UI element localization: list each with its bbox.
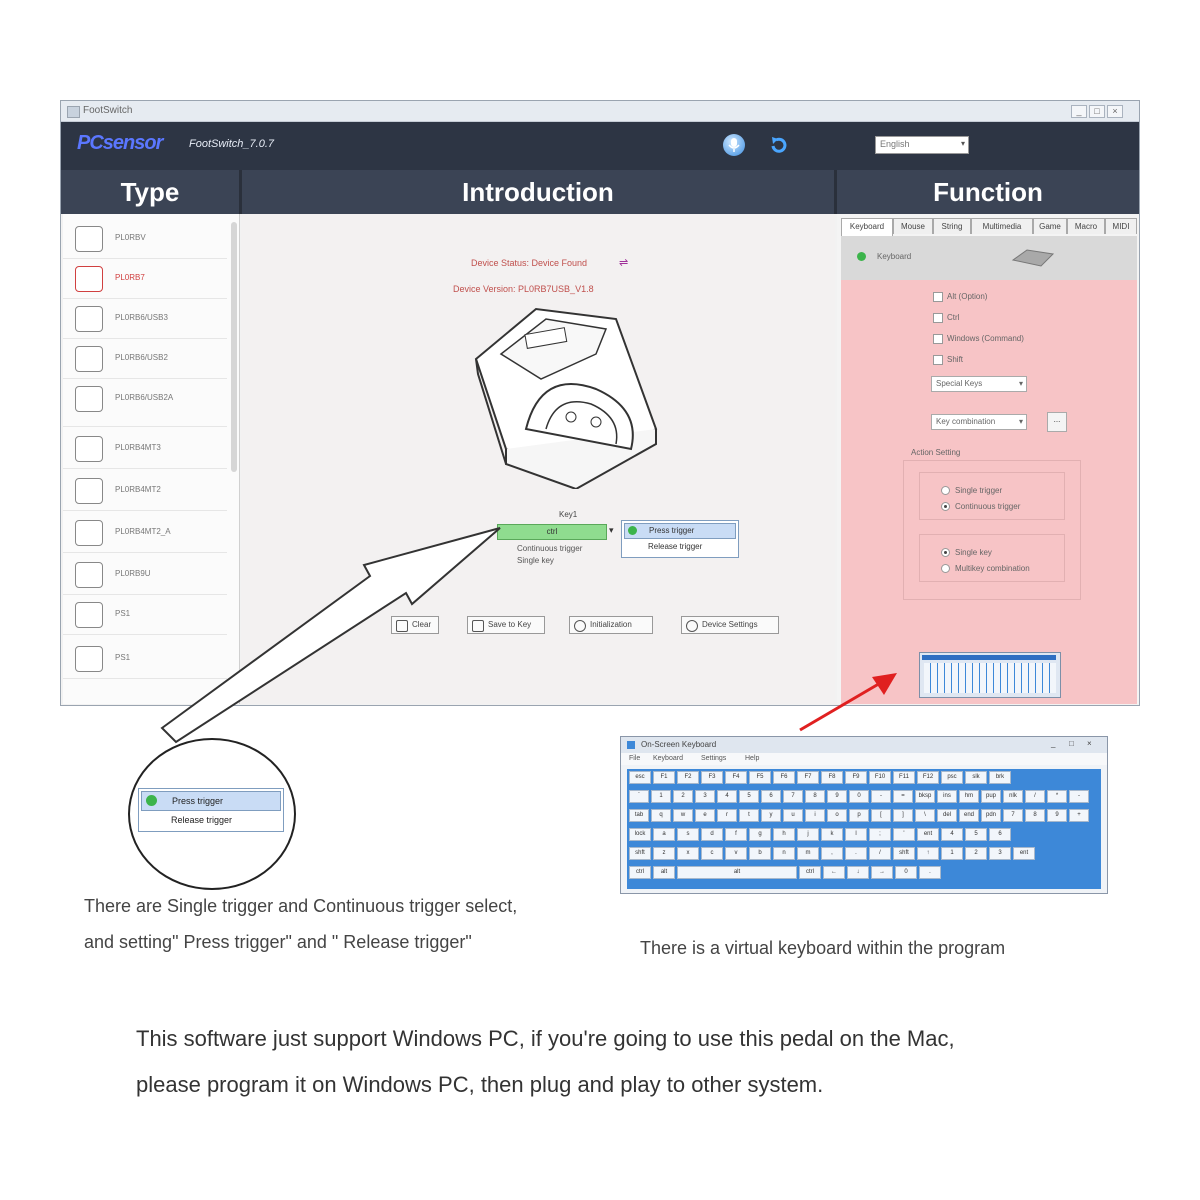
osk-menu-keyboard[interactable]: Keyboard [653,755,683,762]
osk-key[interactable]: ctrl [629,866,651,879]
close-button[interactable]: × [1107,105,1123,118]
chevron-down-icon: ▾ [1018,417,1023,426]
osk-key[interactable]: u [783,809,803,822]
dropdown-item-label: Press trigger [649,526,695,535]
osk-key[interactable]: 6 [761,790,781,803]
chevron-down-icon: ▾ [960,139,965,148]
more-button[interactable]: ... [1047,412,1067,432]
osk-key[interactable]: F5 [749,771,771,784]
osk-key[interactable]: p [849,809,869,822]
initialization-button-label: Initialization [590,620,632,629]
osk-key[interactable]: esc [629,771,651,784]
osk-key[interactable]: F9 [845,771,867,784]
osk-maximize-button[interactable]: □ [1069,739,1074,748]
osk-key[interactable]: F3 [701,771,723,784]
osk-key[interactable]: n [773,847,795,860]
osk-key[interactable]: → [871,866,893,879]
osk-key[interactable]: , [821,847,843,860]
osk-key[interactable]: 6 [989,828,1011,841]
maximize-button[interactable]: □ [1089,105,1105,118]
osk-key[interactable]: 8 [1025,809,1045,822]
ctrl-label: Ctrl [947,313,960,322]
osk-menu-help[interactable]: Help [745,755,760,762]
device-status: Device Status: Device Found [471,258,588,268]
osk-key[interactable]: F6 [773,771,795,784]
chevron-down-icon: ▾ [1018,379,1023,388]
osk-key[interactable]: 9 [827,790,847,803]
single-trigger-label: Single trigger [955,486,1003,495]
osk-key[interactable]: tab [629,809,649,822]
osk-key[interactable]: shft [893,847,915,860]
osk-key[interactable]: 3 [989,847,1011,860]
window-title: FootSwitch [83,105,133,116]
caption-left-line2: and setting" Press trigger" and " Release trigger" [84,932,472,952]
single-key-label: Single key [955,548,992,557]
osk-key[interactable]: slk [965,771,987,784]
tab-keyboard[interactable]: Keyboard [841,218,893,236]
osk-key[interactable]: 3 [695,790,715,803]
osk-key[interactable]: alt [653,866,675,879]
osk-key[interactable]: h [773,828,795,841]
osk-key[interactable]: c [701,847,723,860]
osk-key[interactable]: = [893,790,913,803]
usb-icon: ⇌ [619,257,629,269]
osk-key[interactable]: shft [629,847,651,860]
osk-key[interactable]: brk [989,771,1011,784]
osk-key[interactable]: d [701,828,723,841]
osk-key[interactable]: 1 [941,847,963,860]
osk-key[interactable]: . [845,847,867,860]
osk-key[interactable]: pup [981,790,1001,803]
osk-key[interactable]: ; [869,828,891,841]
osk-key[interactable]: ` [629,790,649,803]
caption-left-line1: There are Single trigger and Continuous trigger select, [84,896,518,916]
osk-key[interactable]: nlk [1003,790,1023,803]
osk-key[interactable]: psc [941,771,963,784]
osk-key[interactable]: q [651,809,671,822]
osk-key[interactable]: a [653,828,675,841]
red-arrow-icon [800,682,882,730]
tab-mouse[interactable]: Mouse [893,218,933,234]
osk-title: On-Screen Keyboard [641,740,717,749]
osk-key[interactable]: 8 [805,790,825,803]
osk-key[interactable]: o [827,809,847,822]
osk-key[interactable]: pdn [981,809,1001,822]
alt-label: Alt (Option) [947,292,988,301]
osk-key[interactable]: 7 [783,790,803,803]
osk-key[interactable]: ↑ [917,847,939,860]
osk-key[interactable]: + [1069,809,1089,822]
osk-key[interactable]: - [1069,790,1089,803]
save-button-label: Save to Key [488,620,532,629]
zoomed-item-press [141,791,281,811]
osk-menu-file[interactable]: File [629,755,641,762]
shift-label: Shift [947,355,964,364]
osk-key[interactable]: F7 [797,771,819,784]
osk-key[interactable]: g [749,828,771,841]
minimize-button[interactable]: _ [1071,105,1087,118]
osk-key[interactable]: ins [937,790,957,803]
osk-key[interactable]: 0 [895,866,917,879]
special-keys-value: Special Keys [936,379,983,388]
device-settings-button-label: Device Settings [702,620,758,629]
osk-key[interactable]: x [677,847,699,860]
zoomed-item-label: Release trigger [171,815,233,825]
osk-key[interactable]: 0 [849,790,869,803]
osk-key[interactable]: t [739,809,759,822]
zoomed-dropdown [138,788,284,832]
type-item-label: PS1 [115,653,131,662]
osk-key[interactable]: \ [915,809,935,822]
osk-key[interactable]: ent [1013,847,1035,860]
caption-bottom-line1: This software just support Windows PC, if you're going to use this pedal on the Mac, [136,1026,955,1051]
osk-key[interactable]: F10 [869,771,891,784]
mode-label: Keyboard [877,252,912,261]
osk-key[interactable]: 5 [739,790,759,803]
osk-key[interactable]: 2 [673,790,693,803]
caption-bottom-line2: please program it on Windows PC, then plug and play to other system. [136,1072,824,1097]
check-icon [146,795,157,806]
osk-key[interactable]: ent [917,828,939,841]
type-item-label: PL0RB6/USB3 [115,313,168,322]
dropdown-arrow-icon[interactable]: ▾ [609,525,614,535]
osk-key[interactable]: 1 [651,790,671,803]
caption-right: There is a virtual keyboard within the program [640,938,1006,958]
osk-minimize-button[interactable]: _ [1051,739,1056,748]
osk-key[interactable]: [ [871,809,891,822]
trigger-mode-text: Continuous trigger [517,544,583,553]
osk-key[interactable]: ] [893,809,913,822]
key-value-field[interactable]: ctrl [497,524,607,540]
action-setting-label: Action Setting [911,448,961,457]
osk-key[interactable]: F8 [821,771,843,784]
keyboard-icon [627,741,635,749]
osk-key[interactable]: k [821,828,843,841]
osk-key[interactable]: alt [677,866,797,879]
osk-key[interactable]: s [677,828,699,841]
osk-key[interactable]: w [673,809,693,822]
osk-key[interactable]: i [805,809,825,822]
osk-key[interactable]: ctrl [799,866,821,879]
osk-key[interactable]: 7 [1003,809,1023,822]
osk-key[interactable]: . [919,866,941,879]
osk-key[interactable]: * [1047,790,1067,803]
osk-key[interactable]: b [749,847,771,860]
device-version: Device Version: PL0RB7USB_V1.8 [453,284,594,294]
tab-string[interactable]: String [933,218,971,234]
type-header: Type [120,177,180,207]
osk-key[interactable]: bksp [915,790,935,803]
osk-key[interactable]: z [653,847,675,860]
introduction-header: Introduction [462,177,614,207]
white-arrow-icon [162,528,500,742]
osk-keys [627,769,1101,889]
osk-key[interactable]: 5 [965,828,987,841]
tab-multimedia[interactable]: Multimedia [971,218,1033,234]
key-mode-text: Single key [517,556,554,565]
osk-key[interactable]: 4 [941,828,963,841]
osk-key[interactable]: j [797,828,819,841]
function-header: Function [933,177,1043,207]
osk-title-bar [621,737,1107,753]
key-combination-value: Key combination [936,417,996,426]
osk-key[interactable]: 4 [717,790,737,803]
osk-menu-bar [621,753,1107,765]
osk-key[interactable]: F11 [893,771,915,784]
windows-label: Windows (Command) [947,334,1024,343]
key-label: Key1 [559,510,578,519]
osk-key[interactable]: / [869,847,891,860]
osk-key[interactable]: 2 [965,847,987,860]
osk-key[interactable]: l [845,828,867,841]
type-item-label: PL0RB4MT2 [115,485,161,494]
osk-key[interactable]: f [725,828,747,841]
type-item-label: PS1 [115,609,131,618]
type-item-label: PL0RB6/USB2 [115,353,168,362]
type-item-label: PL0RB4MT2_A [115,527,171,536]
osk-key[interactable]: r [717,809,737,822]
osk-key[interactable]: ' [893,828,915,841]
osk-key[interactable]: ↓ [847,866,869,879]
osk-key[interactable]: y [761,809,781,822]
app-version-label: FootSwitch_7.0.7 [189,138,274,150]
continuous-trigger-label: Continuous trigger [955,502,1021,511]
multikey-label: Multikey combination [955,564,1030,573]
osk-key[interactable]: del [937,809,957,822]
type-item-label: PL0RB7 [115,273,145,282]
type-item-label: PL0RB9U [115,569,151,578]
osk-key[interactable]: hm [959,790,979,803]
osk-key[interactable]: lock [629,828,651,841]
osk-key[interactable]: e [695,809,715,822]
osk-key[interactable]: end [959,809,979,822]
osk-menu-settings[interactable]: Settings [701,755,727,762]
osk-key[interactable]: F12 [917,771,939,784]
osk-close-button[interactable]: × [1087,739,1092,748]
osk-key[interactable]: - [871,790,891,803]
brand-logo: PCsensor [77,132,163,154]
osk-key[interactable]: F4 [725,771,747,784]
zoomed-item-label: Press trigger [172,796,224,806]
dropdown-item-label: Release trigger [648,542,703,551]
zoom-callout [128,738,296,890]
type-item-label: PL0RB4MT3 [115,443,161,452]
type-item-label: PL0RB6/USB2A [115,393,174,402]
osk-key[interactable]: / [1025,790,1045,803]
osk-key[interactable]: ← [823,866,845,879]
type-item-label: PL0RBV [115,233,146,242]
tab-game[interactable]: Game [1033,218,1067,234]
tab-midi[interactable]: MIDI [1105,218,1137,234]
language-value: English [880,139,910,149]
osk-key[interactable]: F2 [677,771,699,784]
osk-key[interactable]: m [797,847,819,860]
osk-key[interactable]: F1 [653,771,675,784]
on-screen-keyboard-window [620,736,1108,894]
tab-macro[interactable]: Macro [1067,218,1105,234]
clear-button-label: Clear [412,620,432,629]
osk-key[interactable]: 9 [1047,809,1067,822]
osk-key[interactable]: v [725,847,747,860]
